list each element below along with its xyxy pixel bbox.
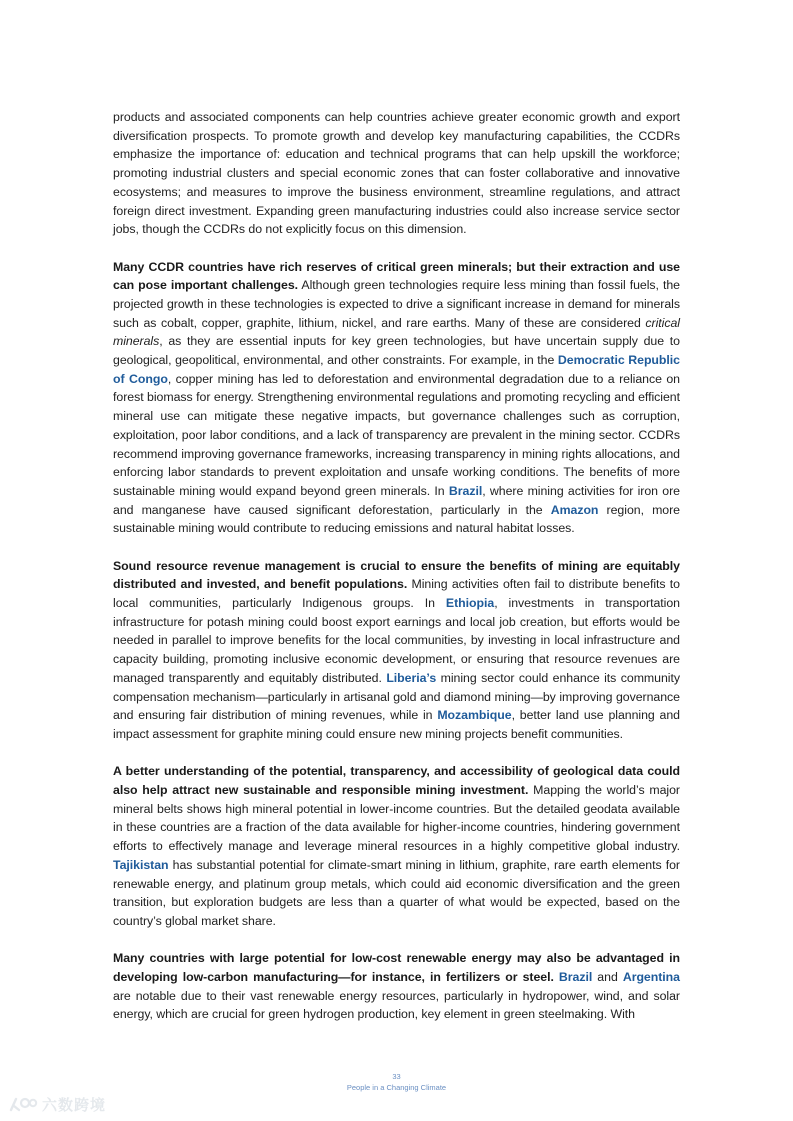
body-text: , copper mining has led to deforestation and environmental degradation due to a reliance on forest biomass for energy. Strengthening environmental regulations and promoting recycling and efficient mineral use can mitigate these negative impacts, but governance challenges such as corruption, exploitation, poor labor conditions, and a lack of transparency are prevalent in the mining sector. CCDRs recommend improving governance frameworks, increasing transparency in mining rights allocations, and enforcing labor standards to prevent exploitation and unsafe working conditions. The benefits of more sustainable mining would expand beyond green minerals. In [113,371,680,498]
body-text: , as they are essential inputs for key green technologies, but have uncertain supply due to geological, geopolitical, environmental, and other constraints. For example, in the [113,334,680,368]
body-text: Mapping the world’s major mineral belts shows high mineral potential in lower-income countries. But the detailed geodata available in these countries are a fraction of the data available for higher-income countries, hindering government efforts to effectively manage and leverage mineral resources in a highly competitive global industry. [113,782,680,854]
emphasized-term: critical minerals [113,315,680,349]
country-link[interactable]: Amazon [550,502,599,517]
paragraph [113,557,680,744]
paragraph-lead-sentence: Many countries with large potential for low-cost renewable energy may also be advantaged in developing low-carbon manufacturing—for instance, in fertilizers or steel. [113,951,680,984]
country-link[interactable]: Mozambique [437,708,512,723]
body-text: has substantial potential for climate-smart mining in lithium, graphite, rare earth elements for renewable energy, and platinum group metals, which could aid economic diversification and the green transition, but exploration budgets are less than a quarter of what would be expected, based on the country’s global market share. [113,857,680,928]
paragraph [113,108,680,239]
country-link[interactable]: Brazil [448,483,483,498]
body-text: products and associated components can help countries achieve greater economic growth and export diversification prospects. To promote growth and develop key manufacturing capabilities, the CCDRs emphasize the importance of: education and technical programs that can help upskill the workforce; promoting industrial clusters and special economic zones that can foster collaborative and innovative ecosystems; and measures to improve the business environment, streamline regulations, and attract foreign direct investment. Expanding green manufacturing industries could also increase service sector jobs, though the CCDRs do not explicitly focus on this dimension. [113,110,680,237]
document-title: People in a Changing Climate [346,1083,447,1092]
watermark-text: 六数跨境 [42,1097,107,1114]
country-link[interactable]: Liberia’s [386,670,437,685]
country-link[interactable]: Argentina [622,969,680,984]
paragraph [113,949,680,1024]
body-text: are notable due to their vast renewable energy resources, particularly in hydropower, wind, and solar energy, which are crucial for green hydrogen production, key element in green steelmaking. With [113,988,680,1022]
body-text: , investments in transportation infrastructure for potash mining could boost export earnings and local job creation, but efforts would be needed in parallel to improve benefits for the local communities, by investing in local infrastructure and capacity building, promoting inclusive economic development, or ensuring that resource revenues are managed transparently and equitably distributed. [113,596,680,685]
body-text: Mining activities often fail to distribute benefits to local communities, particularly Indigenous groups. In [113,577,680,611]
country-link[interactable]: Brazil [558,969,593,984]
body-text: region, more sustainable mining would contribute to reducing emissions and natural habitat losses. [113,502,680,536]
country-link[interactable]: Tajikistan [113,857,169,872]
paragraph-lead-sentence: A better understanding of the potential, transparency, and accessibility of geological data could also help attract new sustainable and responsible mining investment. [113,764,680,797]
paragraph-lead-sentence: Sound resource revenue management is crucial to ensure the benefits of mining are equitably distributed and invested, and benefit populations. [113,558,680,592]
paragraph-lead-sentence: Many CCDR countries have rich reserves of critical green minerals; but their extraction and use can pose important challenges. [113,259,680,293]
page-footer [0,1071,793,1093]
body-text: mining sector could enhance its community compensation mechanism—particularly in artisanal gold and diamond mining—by improving governance and ensuring fair distribution of mining revenues, while in [113,670,680,723]
country-link[interactable]: Ethiopia [445,596,495,611]
body-text: and [592,969,623,984]
paragraph [113,258,680,539]
document-body [113,108,680,1043]
kuwo-logo-icon [8,1096,38,1114]
paragraph [113,762,680,930]
body-text: , better land use planning and impact assessment for graphite mining could ensure new mining projects benefit communities. [113,708,680,741]
body-text: Although green technologies require less mining than fossil fuels, the projected growth in these technologies is expected to drive a significant increase in demand for minerals such as cobalt, copper, graphite, lithium, nickel, and rare earths. Many of these are considered [113,278,680,330]
country-link[interactable]: Democratic Republic of Congo [113,353,680,386]
body-text: , where mining activities for iron ore and manganese have caused significant deforestation, particularly in the [113,483,680,517]
watermark [8,1094,106,1115]
page-number: 33 [392,1072,401,1081]
